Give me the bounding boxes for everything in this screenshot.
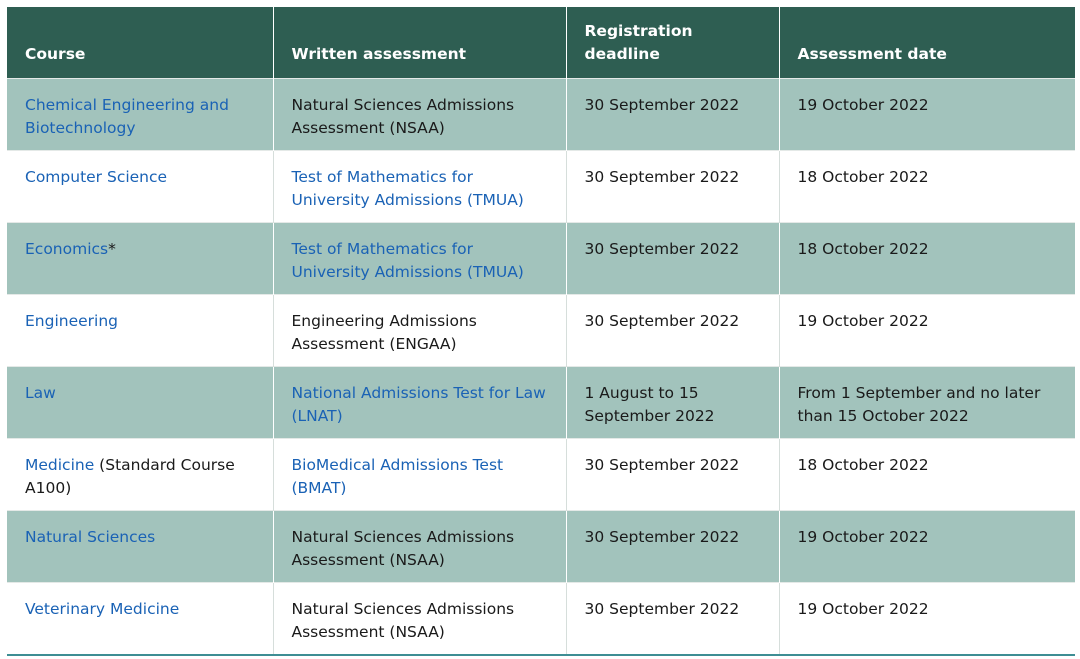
table-row bbox=[7, 367, 1075, 439]
course-link[interactable]: Medicine bbox=[25, 456, 95, 474]
header-row bbox=[7, 7, 1075, 79]
course-cell bbox=[7, 583, 273, 655]
written-assessment-cell bbox=[273, 583, 566, 655]
written-assessment-cell bbox=[273, 367, 566, 439]
table-bottom-rule bbox=[7, 654, 1075, 656]
header-registration-deadline: Registration deadline bbox=[566, 7, 779, 79]
assessment-date-cell: 19 October 2022 bbox=[779, 511, 1075, 583]
course-link[interactable]: Engineering bbox=[25, 312, 118, 330]
table-row bbox=[7, 583, 1075, 655]
registration-deadline-cell: 30 September 2022 bbox=[566, 439, 779, 511]
assessment-date-cell: 19 October 2022 bbox=[779, 583, 1075, 655]
course-cell bbox=[7, 151, 273, 223]
course-link[interactable]: Natural Sciences bbox=[25, 528, 156, 546]
assessment-link[interactable]: Test of Mathematics for University Admissions (TMUA) bbox=[291, 168, 524, 209]
assessment-text: Natural Sciences Admissions Assessment (NSAA) bbox=[291, 600, 515, 641]
course-note: * bbox=[108, 240, 116, 258]
table-row bbox=[7, 295, 1075, 367]
assessment-text: Engineering Admissions Assessment (ENGAA) bbox=[291, 312, 477, 353]
course-link[interactable]: Chemical Engineering and Biotechnology bbox=[25, 96, 229, 137]
table-row bbox=[7, 79, 1075, 151]
table-header bbox=[7, 7, 1075, 79]
course-cell bbox=[7, 223, 273, 295]
course-link[interactable]: Law bbox=[25, 384, 56, 402]
course-note: (Standard Course A100) bbox=[25, 456, 235, 497]
written-assessment-cell bbox=[273, 511, 566, 583]
course-link[interactable]: Economics bbox=[25, 240, 109, 258]
written-assessment-cell bbox=[273, 79, 566, 151]
course-cell bbox=[7, 439, 273, 511]
assessment-date-cell: 19 October 2022 bbox=[779, 295, 1075, 367]
assessment-text: Natural Sciences Admissions Assessment (NSAA) bbox=[291, 96, 515, 137]
course-cell bbox=[7, 79, 273, 151]
written-assessment-cell bbox=[273, 151, 566, 223]
assessment-text: Natural Sciences Admissions Assessment (NSAA) bbox=[291, 528, 515, 569]
table-row bbox=[7, 511, 1075, 583]
course-cell bbox=[7, 511, 273, 583]
table-row bbox=[7, 439, 1075, 511]
header-course: Course bbox=[7, 7, 273, 79]
course-link[interactable]: Computer Science bbox=[25, 168, 168, 186]
registration-deadline-cell: 30 September 2022 bbox=[566, 583, 779, 655]
admissions-assessment-table-container bbox=[7, 7, 1075, 656]
registration-deadline-cell: 30 September 2022 bbox=[566, 511, 779, 583]
written-assessment-cell bbox=[273, 439, 566, 511]
registration-deadline-cell: 30 September 2022 bbox=[566, 79, 779, 151]
assessment-date-cell: From 1 September and no later than 15 October 2022 bbox=[779, 367, 1075, 439]
registration-deadline-cell: 30 September 2022 bbox=[566, 151, 779, 223]
registration-deadline-cell: 1 August to 15 September 2022 bbox=[566, 367, 779, 439]
assessment-date-cell: 18 October 2022 bbox=[779, 223, 1075, 295]
registration-deadline-cell: 30 September 2022 bbox=[566, 223, 779, 295]
table-row bbox=[7, 151, 1075, 223]
table-row bbox=[7, 223, 1075, 295]
assessment-link[interactable]: National Admissions Test for Law (LNAT) bbox=[291, 384, 546, 425]
admissions-assessment-table bbox=[7, 7, 1075, 654]
written-assessment-cell bbox=[273, 223, 566, 295]
course-link[interactable]: Veterinary Medicine bbox=[25, 600, 180, 618]
table-body bbox=[7, 79, 1075, 655]
assessment-link[interactable]: Test of Mathematics for University Admissions (TMUA) bbox=[291, 240, 524, 281]
assessment-date-cell: 18 October 2022 bbox=[779, 439, 1075, 511]
assessment-date-cell: 18 October 2022 bbox=[779, 151, 1075, 223]
header-assessment-date: Assessment date bbox=[779, 7, 1075, 79]
course-cell bbox=[7, 295, 273, 367]
registration-deadline-cell: 30 September 2022 bbox=[566, 295, 779, 367]
header-written-assessment: Written assessment bbox=[273, 7, 566, 79]
assessment-link[interactable]: BioMedical Admissions Test (BMAT) bbox=[291, 456, 504, 497]
written-assessment-cell bbox=[273, 295, 566, 367]
assessment-date-cell: 19 October 2022 bbox=[779, 79, 1075, 151]
course-cell bbox=[7, 367, 273, 439]
